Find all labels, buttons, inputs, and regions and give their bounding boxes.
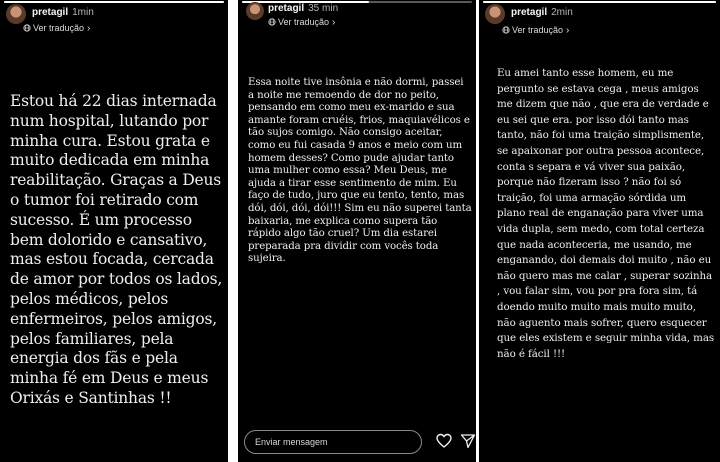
translate-link[interactable] xyxy=(502,25,569,36)
chevron-right-icon: › xyxy=(87,23,91,34)
story-text: Estou há 22 dias internada num hospital, lutando por minha cura. Estou grata e muito dedicada em minha reabilitação. Graças a Deus o tumor foi retirado com sucesso. É um processo bem dolorido e cansativo, mas estou focada, cercada de amor por todos os lados, pelos médicos, pelos enfermeiros, pelos amigos, pelos familiares, pela energia dos fãs e pela minha fé em Deus e meus Orixás e Santinhas !! xyxy=(10,92,223,407)
translate-label: Ver tradução xyxy=(33,23,85,33)
username[interactable]: pretagil xyxy=(32,7,69,18)
post-time: 1min xyxy=(72,7,94,18)
avatar[interactable] xyxy=(485,4,505,24)
story-header xyxy=(238,0,476,42)
story-panel-1[interactable] xyxy=(0,0,228,462)
chevron-right-icon: › xyxy=(566,25,570,36)
story-text: Essa noite tive insônia e não dormi, passei a noite me remoendo de dor no peito, pensando em como meu ex-marido e sua amante foram cruéis, frios, maquiavélicos e tão sujos comigo. Não consigo aceitar, como eu fui casada 9 anos e meio com um homem desses? Como pude ajudar tanto uma mulher como essa? Meu Deus, me ajuda a tirar esse sentimento de mim. Eu faço de tudo, juro que eu tento, tento, mas dói, dói, dói, dói!!! Sim eu não superei tanta baixaria, me explica como supera tão rápido algo tão cruel? Um dia estarei preparada pra dividir com vocês toda sujeira. xyxy=(248,77,472,265)
globe-icon xyxy=(502,26,510,34)
story-header xyxy=(0,0,228,42)
story-footer xyxy=(238,426,476,462)
story-panel-2[interactable] xyxy=(238,0,476,462)
avatar[interactable] xyxy=(6,4,26,24)
story-text: Eu amei tanto esse homem, eu me pergunto se estava cega , meus amigos me dizem que não , que era de verdade e eu sei que era. por isso dói tanto mas tanto, não foi uma traição simplismente, se apaixonar por outra pessoa acontece, conta s separa e vá viver sua paixão, porque não fizeram isso ? não foi só traição, foi uma armação sórdida um plano real de enganação para viver uma vida dupla, sem medo, com total certeza que nada aconteceria, me usando, me enganando, doi demais doi muito , não eu não quero mas me calar , superar sozinha , vou falar sim, vou por pra fora sim, tá doendo muito muito mais muito muito, não aguento mais sofrer, quero esquecer que eles existem e seguir minha vida, mas não é fácil !!! xyxy=(497,67,715,360)
story-panel-3[interactable] xyxy=(479,0,720,462)
username[interactable]: pretagil xyxy=(511,7,548,18)
globe-icon xyxy=(268,18,276,26)
message-input[interactable]: Enviar mensagem xyxy=(244,430,422,454)
globe-icon xyxy=(23,24,31,32)
translate-label: Ver tradução xyxy=(278,17,330,27)
heart-icon[interactable] xyxy=(436,433,452,449)
translate-link[interactable] xyxy=(268,17,335,28)
avatar[interactable] xyxy=(246,2,264,20)
story-header xyxy=(479,0,720,42)
post-time: 2min xyxy=(551,7,573,18)
translate-link[interactable] xyxy=(23,23,90,34)
send-icon[interactable] xyxy=(460,433,476,449)
translate-label: Ver tradução xyxy=(512,25,564,35)
chevron-right-icon: › xyxy=(332,17,336,28)
post-time: 35 min xyxy=(308,3,339,14)
username[interactable]: pretagil xyxy=(268,3,305,14)
